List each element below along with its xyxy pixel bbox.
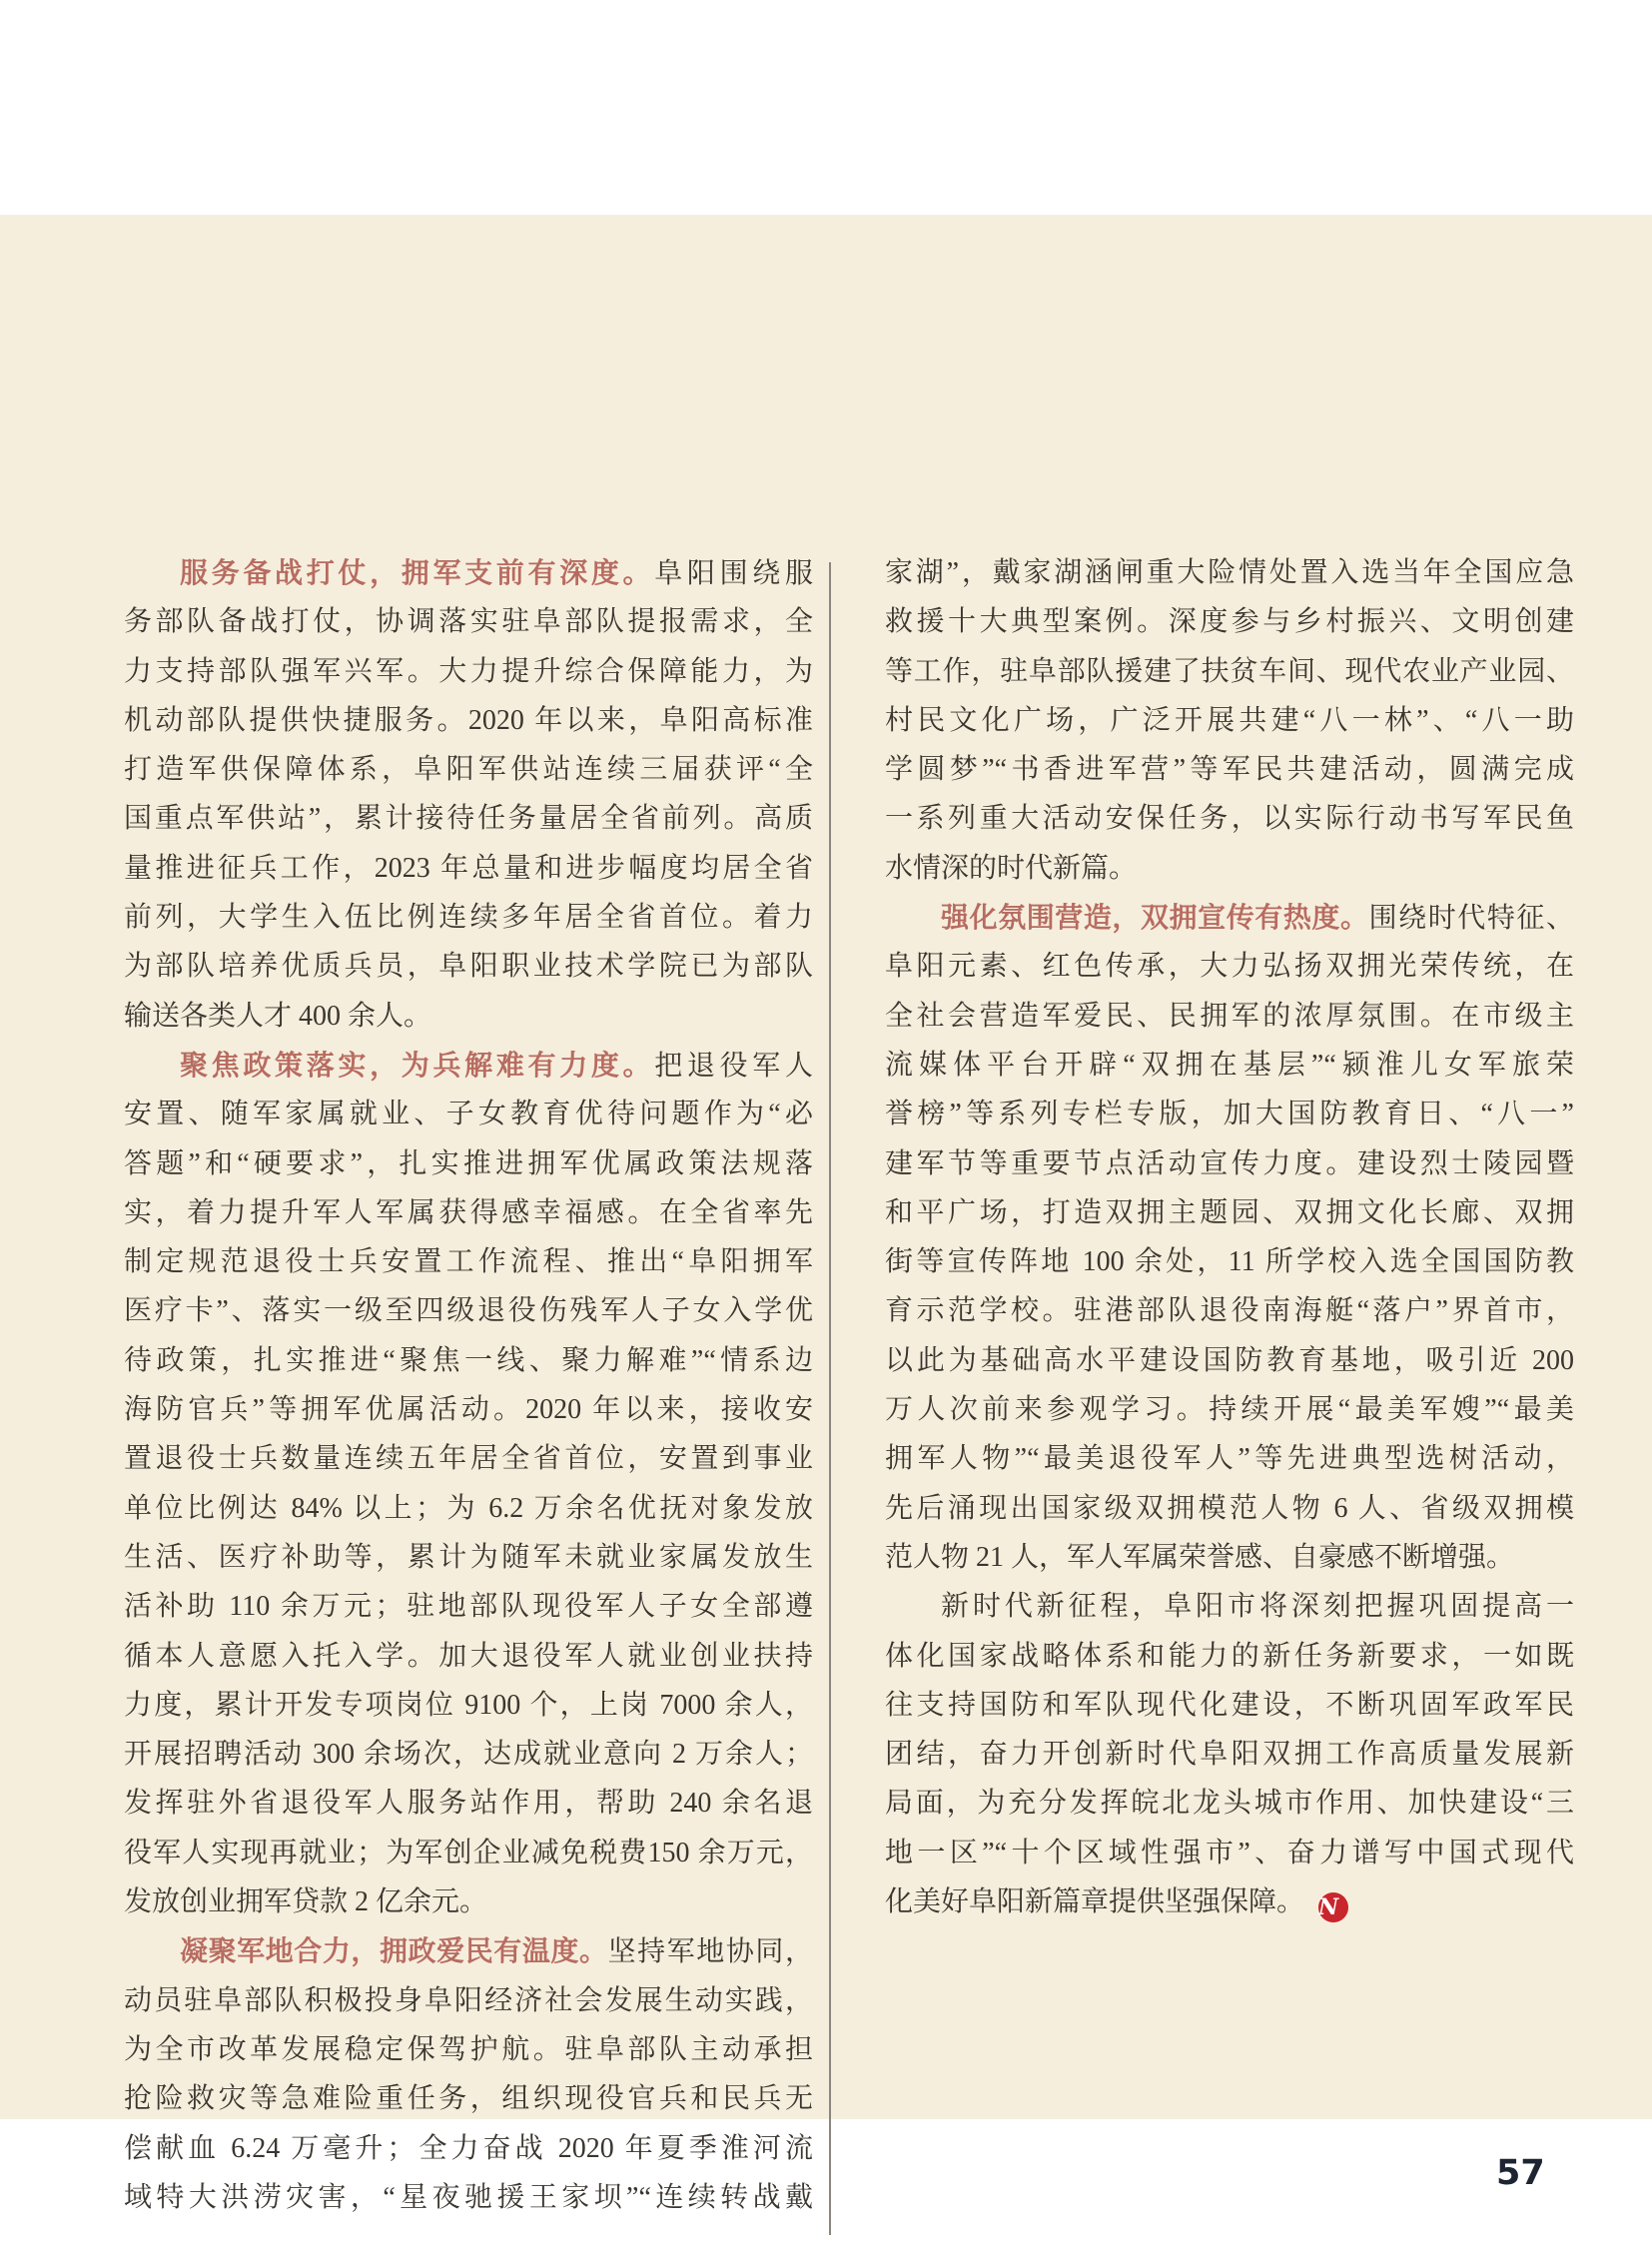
- body-text: 为全市改革发展稳定保驾护航。驻阜部队主动承担: [124, 2033, 813, 2065]
- text-line: [885, 1484, 1574, 1533]
- text-line: [885, 1385, 1574, 1434]
- body-text: 制定规范退役士兵安置工作流程、推出“阜阳拥军: [124, 1246, 813, 1278]
- body-text: 学圆梦”“书香进军营”等军民共建活动，圆满完成: [885, 754, 1574, 786]
- body-text: 役军人实现再就业；为军创企业减免税费150 余万元，: [124, 1837, 813, 1868]
- text-line: [885, 1090, 1574, 1138]
- body-text: 力支持部队强军兴军。大力提升综合保障能力，为: [124, 655, 813, 687]
- body-text: 拥军人物”“最美退役军人”等先进典型选树活动，: [885, 1443, 1574, 1475]
- text-line: [885, 597, 1574, 646]
- text-line: [124, 1434, 813, 1483]
- text-line: [124, 1090, 813, 1138]
- text-line: [885, 696, 1574, 745]
- body-text: 以此为基础高水平建设国防教育基地，吸引近 200: [885, 1344, 1574, 1376]
- text-line: [885, 1877, 1574, 1926]
- paragraph-lead-heading: 凝聚军地合力，拥政爱民有温度。: [180, 1934, 608, 1968]
- text-line: [885, 1779, 1574, 1828]
- text-line: [124, 1877, 813, 1926]
- body-text: 发放创业拥军贷款 2 亿余元。: [124, 1886, 488, 1918]
- body-text: 全社会营造军爱民、民拥军的浓厚氛围。在市级主: [885, 1000, 1574, 1032]
- body-text: 阜阳围绕服: [654, 558, 813, 589]
- text-line: [124, 844, 813, 893]
- text-line: [885, 844, 1574, 893]
- text-line: [124, 1681, 813, 1730]
- body-text: 坚持军地协同，: [607, 1936, 813, 1968]
- body-text: 活补助 110 余万元；驻地部队现役军人子女全部遵: [124, 1591, 813, 1623]
- text-line: [885, 942, 1574, 991]
- text-line: [124, 1139, 813, 1188]
- text-line: [124, 942, 813, 991]
- body-text: 为部队培养优质兵员，阜阳职业技术学院已为部队: [124, 951, 813, 983]
- body-text: 团结，奋力开创新时代阜阳双拥工作高质量发展新: [885, 1739, 1574, 1771]
- body-text: 机动部队提供快捷服务。2020 年以来，阜阳高标准: [124, 704, 813, 736]
- paragraph-lead-heading: 服务备战打仗，拥军支前有深度。: [180, 556, 655, 589]
- text-line: [124, 1926, 813, 1975]
- body-text: 安置、随军家属就业、子女教育优待问题作为“必: [124, 1099, 813, 1130]
- text-line: [124, 647, 813, 696]
- body-text: 水情深的时代新篇。: [885, 852, 1138, 884]
- body-text: 国重点军供站”，累计接待任务量居全省前列。高质: [124, 803, 813, 835]
- body-text: 和平广场，打造双拥主题园、双拥文化长廊、双拥: [885, 1196, 1574, 1228]
- text-line: [885, 1730, 1574, 1779]
- body-text: 万人次前来参观学习。持续开展“最美军嫂”“最美: [885, 1394, 1574, 1426]
- text-line: [885, 1632, 1574, 1681]
- text-line: [885, 1286, 1574, 1335]
- text-line: [124, 2025, 813, 2074]
- text-line: [124, 1237, 813, 1286]
- body-text: 力度，累计开发专项岗位 9100 个，上岗 7000 余人，: [124, 1689, 813, 1721]
- body-text: 新时代新征程，阜阳市将深刻把握巩固提高一: [941, 1591, 1574, 1623]
- text-line: [124, 794, 813, 843]
- text-line: [124, 1385, 813, 1434]
- body-text: 偿献血 6.24 万毫升；全力奋战 2020 年夏季淮河流: [124, 2132, 813, 2164]
- text-line: [124, 745, 813, 794]
- text-column-left: [124, 548, 813, 2222]
- text-line: [885, 548, 1574, 597]
- body-text: 循本人意愿入托入学。加大退役军人就业创业扶持: [124, 1640, 813, 1672]
- body-text: 育示范学校。驻港部队退役南海艇“落户”界首市，: [885, 1295, 1574, 1327]
- column-divider: [829, 562, 831, 2235]
- body-text: 先后涌现出国家级双拥模范人物 6 人、省级双拥模: [885, 1492, 1574, 1524]
- text-line: [124, 696, 813, 745]
- body-text: 誉榜”等系列专栏专版，加大国防教育日、“八一”: [885, 1099, 1574, 1130]
- text-line: [885, 893, 1574, 942]
- body-text: 把退役军人: [654, 1050, 813, 1082]
- text-line: [885, 1336, 1574, 1385]
- text-line: [124, 1730, 813, 1779]
- body-text: 输送各类人才 400 余人。: [124, 1000, 432, 1032]
- text-line: [124, 893, 813, 942]
- text-line: [124, 548, 813, 597]
- text-line: [124, 1188, 813, 1237]
- text-line: [885, 1582, 1574, 1631]
- page-number: 57: [1496, 2153, 1545, 2193]
- text-line: [124, 1336, 813, 1385]
- body-text: 抢险救灾等急难险重任务，组织现役官兵和民兵无: [124, 2083, 813, 2115]
- body-text: 家湖”，戴家湖涵闸重大险情处置入选当年全国应急: [885, 557, 1574, 588]
- body-text: 街等宣传阵地 100 余处，11 所学校入选全国国防教: [885, 1246, 1574, 1278]
- text-line: [124, 1829, 813, 1877]
- body-text: 打造军供保障体系，阜阳军供站连续三届获评“全: [124, 754, 813, 786]
- body-text: 答题”和“硬要求”，扎实推进拥军优属政策法规落: [124, 1147, 813, 1179]
- text-line: [885, 647, 1574, 696]
- body-text: 前列，大学生入伍比例连续多年居全省首位。着力: [124, 902, 813, 934]
- body-text: 流媒体平台开辟“双拥在基层”“颍淮儿女军旅荣: [885, 1049, 1574, 1081]
- body-text: 往支持国防和军队现代化建设，不断巩固军政军民: [885, 1689, 1574, 1721]
- body-text: 置退役士兵数量连续五年居全省首位，安置到事业: [124, 1443, 813, 1475]
- body-text: 海防官兵”等拥军优属活动。2020 年以来，接收安: [124, 1394, 813, 1426]
- text-line: [885, 1237, 1574, 1286]
- text-column-right: [885, 548, 1574, 1926]
- body-text: 单位比例达 84% 以上；为 6.2 万余名优抚对象发放: [124, 1492, 813, 1524]
- body-text: 村民文化广场，广泛开展共建“八一林”、“八一助: [885, 704, 1574, 736]
- body-text: 实，着力提升军人军属获得感幸福感。在全省率先: [124, 1196, 813, 1228]
- text-line: [885, 794, 1574, 843]
- body-text: 医疗卡”、落实一级至四级退役伤残军人子女入学优: [124, 1295, 813, 1327]
- body-text: 局面，为充分发挥皖北龙头城市作用、加快建设“三: [885, 1788, 1574, 1820]
- paragraph-lead-heading: 强化氛围营造，双拥宣传有热度。: [941, 901, 1369, 935]
- text-line: [124, 2124, 813, 2173]
- text-line: [885, 1829, 1574, 1877]
- text-line: [124, 2173, 813, 2222]
- text-line: [124, 2074, 813, 2123]
- body-text: 范人物 21 人，军人军属荣誉感、自豪感不断增强。: [885, 1541, 1515, 1573]
- body-text: 量推进征兵工作，2023 年总量和进步幅度均居全省: [124, 852, 813, 884]
- text-line: [124, 1779, 813, 1828]
- body-text: 动员驻阜部队积极投身阜阳经济社会发展生动实践，: [124, 1984, 813, 2016]
- body-text: 一系列重大活动安保任务，以实际行动书写军民鱼: [885, 803, 1574, 835]
- body-text: 建军节等重要节点活动宣传力度。建设烈士陵园暨: [885, 1147, 1574, 1179]
- body-text: 体化国家战略体系和能力的新任务新要求，一如既: [885, 1640, 1574, 1672]
- body-text: 地一区”“十个区域性强市”、奋力谱写中国式现代: [885, 1837, 1574, 1868]
- body-text: 待政策，扎实推进“聚焦一线、聚力解难”“情系边: [124, 1344, 813, 1376]
- text-line: [885, 1139, 1574, 1188]
- text-line: [885, 1681, 1574, 1730]
- text-line: [124, 1632, 813, 1681]
- text-line: [885, 1188, 1574, 1237]
- body-text: 围绕时代特征、: [1368, 903, 1574, 935]
- body-text: 生活、医疗补助等，累计为随军未就业家属发放生: [124, 1541, 813, 1573]
- text-line: [885, 1434, 1574, 1483]
- body-text: 化美好阜阳新篇章提供坚强保障。: [885, 1886, 1305, 1918]
- body-text: 等工作，驻阜部队援建了扶贫车间、现代农业产业园、: [885, 655, 1574, 687]
- paragraph-lead-heading: 聚焦政策落实，为兵解难有力度。: [180, 1048, 655, 1082]
- text-line: [124, 1976, 813, 2025]
- text-line: [124, 1533, 813, 1582]
- text-line: [885, 745, 1574, 794]
- body-text: 阜阳元素、红色传承，大力弘扬双拥光荣传统，在: [885, 951, 1574, 983]
- body-text: 发挥驻外省退役军人服务站作用，帮助 240 余名退: [124, 1788, 813, 1820]
- article-end-mark-icon: N: [1318, 1892, 1348, 1922]
- body-text: 救援十大典型案例。深度参与乡村振兴、文明创建: [885, 606, 1574, 638]
- text-line: [124, 1582, 813, 1631]
- text-line: [124, 1286, 813, 1335]
- text-line: [885, 992, 1574, 1041]
- text-line: [124, 1484, 813, 1533]
- body-text: 务部队备战打仗，协调落实驻阜部队提报需求，全: [124, 606, 813, 638]
- body-text: 域特大洪涝灾害，“星夜驰援王家坝”“连续转战戴: [124, 2181, 813, 2213]
- text-line: [885, 1041, 1574, 1090]
- text-line: [124, 1041, 813, 1090]
- text-line: [124, 992, 813, 1041]
- body-text: 开展招聘活动 300 余场次，达成就业意向 2 万余人；: [124, 1739, 813, 1771]
- text-line: [124, 597, 813, 646]
- text-line: [885, 1533, 1574, 1582]
